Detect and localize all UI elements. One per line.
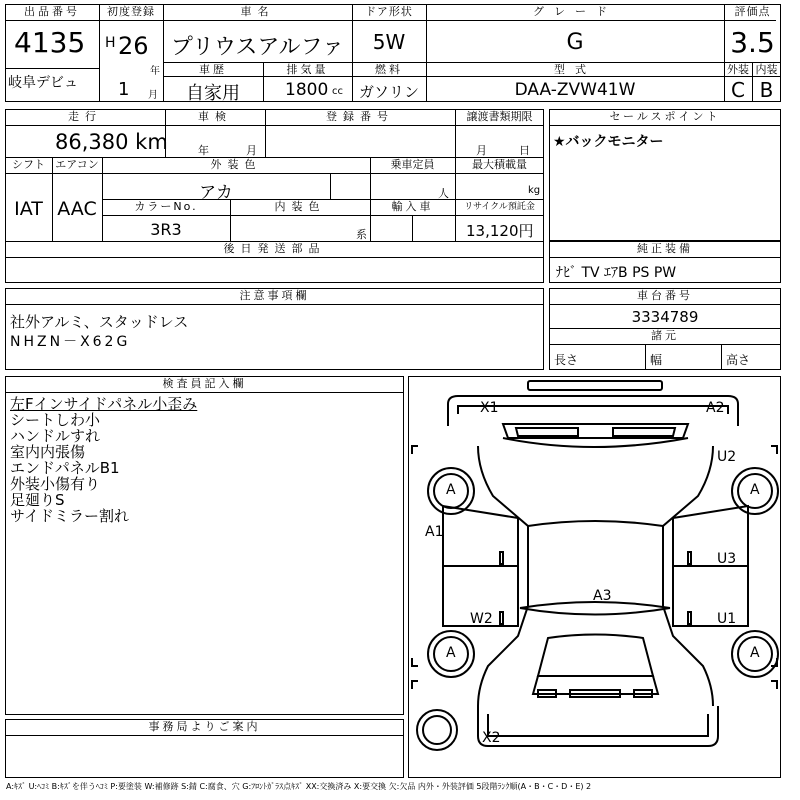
- import-label: 輸入車: [391, 200, 434, 213]
- caution-line-2: NHZN－X62G: [10, 334, 131, 350]
- inspection-label: 車検: [198, 110, 232, 123]
- door-type: 5W: [372, 30, 406, 54]
- interior-grade: B: [759, 78, 774, 102]
- car-name-label: 車名: [240, 5, 275, 18]
- exterior-grade: C: [731, 78, 745, 102]
- inspector-line: シートしわ小: [10, 411, 101, 429]
- recycle-deposit: 13,120円: [466, 222, 534, 240]
- legend: A:ｷｽﾞ U:ﾍｺﾐ B:ｷｽﾞを伴うﾍｺﾐ P:要塗装 W:補修跡 S:錆 C:腐食、穴 G:ﾌﾛﾝﾄｶﾞﾗｽ点ｷｽﾞ XX:交換済み X:要交換 欠:欠品 内外・外装評価 5段階ﾗﾝｸ順(A・B・C・D・E) 2: [6, 782, 592, 791]
- sales-point-label: セールスポイント: [609, 110, 721, 123]
- shift: IAT: [14, 198, 43, 220]
- inspection-month-unit: 月: [246, 144, 257, 157]
- damage-mark-u1: U1: [717, 611, 737, 627]
- chassis-label: 車台番号: [637, 289, 693, 302]
- tire-mark-front-left: A: [446, 482, 456, 498]
- lot-number-label: 出品番号: [24, 5, 80, 18]
- reg-month: 1: [118, 79, 130, 100]
- ac: AAC: [57, 198, 97, 220]
- inspector-line: サイドミラー割れ: [10, 507, 129, 525]
- dims-label: 諸元: [651, 329, 679, 342]
- displacement-unit: cc: [332, 86, 343, 97]
- inspector-line: エンドパネルB1: [10, 459, 120, 477]
- equipment-label: 純正装備: [637, 242, 693, 255]
- max-load-label: 最大積載量: [472, 158, 527, 171]
- tire-mark-front-right: A: [750, 482, 760, 498]
- model-code: DAA-ZVW41W: [514, 80, 636, 100]
- reg-month-unit: 月: [148, 90, 158, 101]
- lot-note: 岐阜デビュ: [8, 75, 78, 91]
- score: 3.5: [730, 26, 775, 59]
- transfer-day-unit: 日: [519, 144, 530, 157]
- length-label: 長さ: [554, 353, 579, 367]
- fuel: ガソリン: [358, 83, 419, 101]
- displacement-label: 排気量: [286, 63, 329, 76]
- interior-label: 内装: [755, 63, 778, 76]
- transfer-label: 譲渡書類期限: [466, 110, 533, 123]
- fuel-label: 燃料: [375, 63, 403, 76]
- grade-label: グレード: [533, 5, 617, 18]
- color-no-label: カラーNo.: [134, 200, 198, 213]
- inspector-line: 左Fインサイドパネル小歪み: [10, 395, 198, 413]
- inspector-line: 足廻りS: [10, 491, 65, 509]
- era: H: [105, 35, 116, 51]
- tire-mark-rear-left: A: [446, 645, 456, 661]
- displacement: 1800: [285, 80, 329, 100]
- recycle-label: リサイクル預託金: [464, 202, 535, 212]
- inspector-line: ハンドルすれ: [10, 427, 101, 445]
- grade: G: [566, 30, 584, 55]
- damage-mark-x1: X1: [480, 400, 499, 416]
- inspector-label: 検査員記入欄: [162, 377, 247, 390]
- width-label: 幅: [650, 353, 663, 367]
- reg-number-label: 登録番号: [326, 110, 394, 123]
- inspection-year-unit: 年: [198, 144, 209, 157]
- reg-year: 26: [118, 32, 149, 60]
- history-label: 車歴: [199, 63, 227, 76]
- score-label: 評価点: [734, 5, 771, 18]
- ac-label: エアコン: [55, 158, 99, 171]
- damage-mark-a2: A2: [706, 400, 725, 416]
- office-label: 事務局よりご案内: [148, 720, 261, 733]
- chassis-number: 3334789: [631, 308, 699, 326]
- later-parts-label: 後日発送部品: [223, 242, 326, 255]
- equipment: ﾅﾋﾞ TV ｴｱB PS PW: [556, 265, 677, 281]
- inspector-line: 外装小傷有り: [10, 475, 101, 493]
- tire-mark-rear-right: A: [750, 645, 760, 661]
- door-label: ドア形状: [365, 5, 413, 18]
- first-reg-label: 初度登録: [107, 5, 155, 18]
- car-name: プリウスアルファ: [170, 35, 345, 60]
- ext-color: アカ: [199, 183, 233, 203]
- exterior-label: 外装: [727, 63, 749, 76]
- capacity-unit: 人: [438, 187, 449, 200]
- damage-mark-a1: A1: [425, 524, 444, 540]
- max-load-unit: kg: [528, 185, 541, 196]
- damage-mark-u3: U3: [717, 551, 737, 567]
- sales-point: ★バックモニター: [553, 134, 664, 150]
- caution-label: 注意事項欄: [239, 289, 310, 302]
- car-diagram: [408, 376, 781, 778]
- sales-point-block: [549, 109, 781, 241]
- caution-line-1: 社外アルミ、スタッドレス: [10, 313, 189, 331]
- color-no: 3R3: [150, 220, 182, 239]
- int-color-unit: 系: [356, 228, 367, 241]
- model-label: 型式: [554, 63, 596, 76]
- damage-mark-w2: W2: [470, 611, 493, 627]
- ext-color-label: 外装色: [210, 158, 262, 171]
- lot-number: 4135: [14, 26, 86, 59]
- height-label: 高さ: [726, 353, 751, 367]
- transfer-month-unit: 月: [476, 144, 487, 157]
- mileage-label: 走行: [68, 110, 102, 123]
- mileage: 86,380 km: [55, 130, 168, 154]
- shift-label: シフト: [12, 158, 45, 171]
- capacity-label: 乗車定員: [390, 158, 435, 171]
- damage-mark-a3: A3: [593, 588, 612, 604]
- inspector-notes: [10, 396, 197, 524]
- history: 自家用: [186, 83, 240, 104]
- inspector-line: 室内内張傷: [10, 443, 86, 461]
- damage-mark-u2: U2: [717, 449, 737, 465]
- reg-year-unit: 年: [150, 66, 160, 77]
- int-color-label: 内装色: [274, 200, 326, 213]
- damage-mark-x2: X2: [482, 730, 501, 746]
